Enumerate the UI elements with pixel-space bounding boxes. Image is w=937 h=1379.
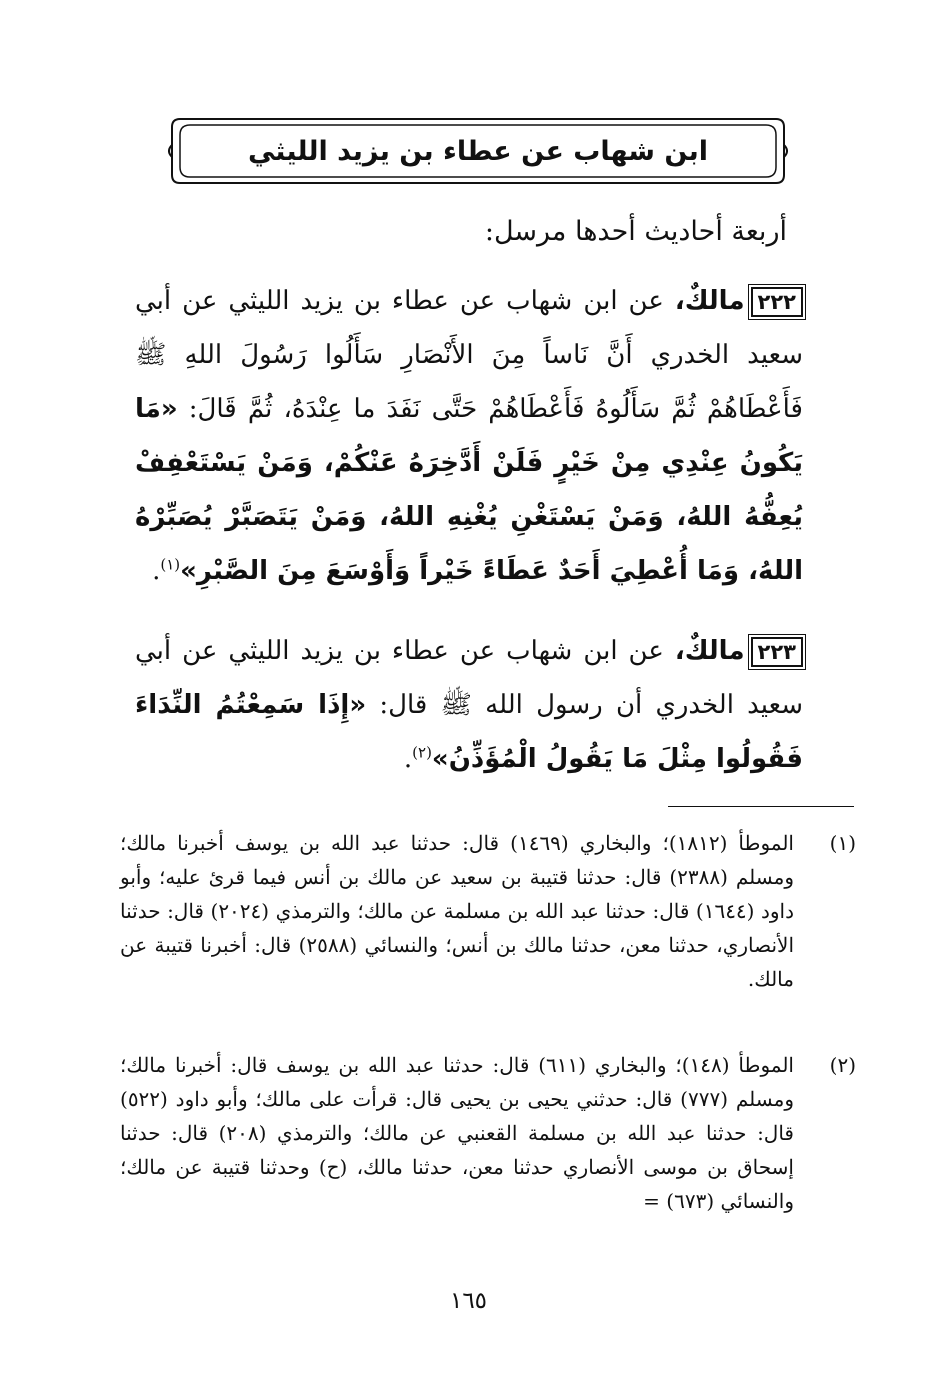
- hadith-222: [135, 274, 803, 598]
- footnote-1: [120, 826, 856, 996]
- footnote-2: [120, 1048, 856, 1218]
- hadith-isnad: عن ابن شهاب عن عطاء بن يزيد الليثي عن أبي سعيد الخدري أَنَّ نَاساً مِنَ الأَنْصَارِ سَأَلُوا رَسُولَ اللهِ ﷺ فَأَعْطَاهُمْ ثُمَّ سَأَلُوهُ فَأَعْطَاهُمْ حَتَّى نَفَدَ ما عِنْدَهُ، ثُمَّ قَالَ:: [135, 286, 803, 424]
- footnote-ref[interactable]: (٢): [412, 743, 432, 762]
- footnote-separator: [668, 806, 854, 807]
- hadith-matn: «إِذَا سَمِعْتُمُ النِّدَاءَ فَقُولُوا مِثْلَ مَا يَقُولُ الْمُؤَذِّنُ»: [135, 690, 803, 774]
- hadith-narrator: مالكٌ،: [674, 636, 745, 666]
- hadith-matn: «مَا يَكُونُ عِنْدِي مِنْ خَيْرٍ فَلَنْ أَدَّخِرَهُ عَنْكُمْ، وَمَنْ يَسْتَعْفِفْ يُعِفُّهُ اللهُ، وَمَنْ يَسْتَغْنِ يُغْنِهِ اللهُ، وَمَنْ يَتَصَبَّرْ يُصَبِّرْهُ اللهُ، وَمَا أُعْطِيَ أَحَدٌ عَطَاءً خَيْراً وَأَوْسَعَ مِنَ الصَّبْرِ»: [135, 394, 803, 586]
- chapter-title: ابن شهاب عن عطاء بن يزيد الليثي: [247, 135, 709, 167]
- footnote-ref[interactable]: (١): [160, 555, 181, 574]
- page-number: ١٦٥: [449, 1288, 488, 1314]
- hadith-end-mark: .: [403, 744, 413, 774]
- hadith-223: [135, 624, 803, 786]
- footnote-marker: (١): [829, 831, 856, 855]
- hadith-narrator: مالكٌ،: [674, 286, 745, 316]
- hadith-end-mark: .: [152, 556, 161, 586]
- chapter-title-frame: [168, 115, 788, 187]
- chapter-intro: أربعة أحاديث أحدها مرسل:: [484, 216, 787, 247]
- hadith-number-badge: ٢٢٣: [751, 637, 803, 667]
- hadith-number-badge: ٢٢٢: [751, 287, 803, 317]
- footnote-text: الموطأ (١٨١٢)؛ والبخاري (١٤٦٩) قال: حدثنا عبد الله بن يوسف أخبرنا مالك؛ ومسلم (٢٣٨٨) قال: حدثنا قتيبة بن سعيد عن مالك بن أنس فيما قرئ عليه؛ وأبو داود (١٦٤٤) قال: حدثنا عبد الله بن مسلمة عن مالك؛ والترمذي (٢٠٢٤) قال: حدثنا الأنصاري، حدثنا معن، حدثنا مالك بن أنس؛ والنسائي (٢٥٨٨) قال: أخبرنا قتيبة عن مالك.: [120, 831, 795, 991]
- footnote-marker: (٢): [829, 1053, 856, 1077]
- footnote-text: الموطأ (١٤٨)؛ والبخاري (٦١١) قال: حدثنا عبد الله بن يوسف قال: أخبرنا مالك؛ ومسلم (٧٧٧) قال: حدثني يحيى بن يحيى قال: قرأت على مالك؛ وأبو داود (٥٢٢) قال: حدثنا عبد الله بن مسلمة القعنبي عن مالك؛ والترمذي (٢٠٨) قال: حدثنا إسحاق بن موسى الأنصاري حدثنا معن، حدثنا مالك، (ح) وحدثنا قتيبة عن مالك؛ والنسائي (٦٧٣) =: [120, 1053, 794, 1213]
- hadith-isnad: عن ابن شهاب عن عطاء بن يزيد الليثي عن أبي سعيد الخدري أن رسول الله ﷺ قال:: [135, 636, 803, 720]
